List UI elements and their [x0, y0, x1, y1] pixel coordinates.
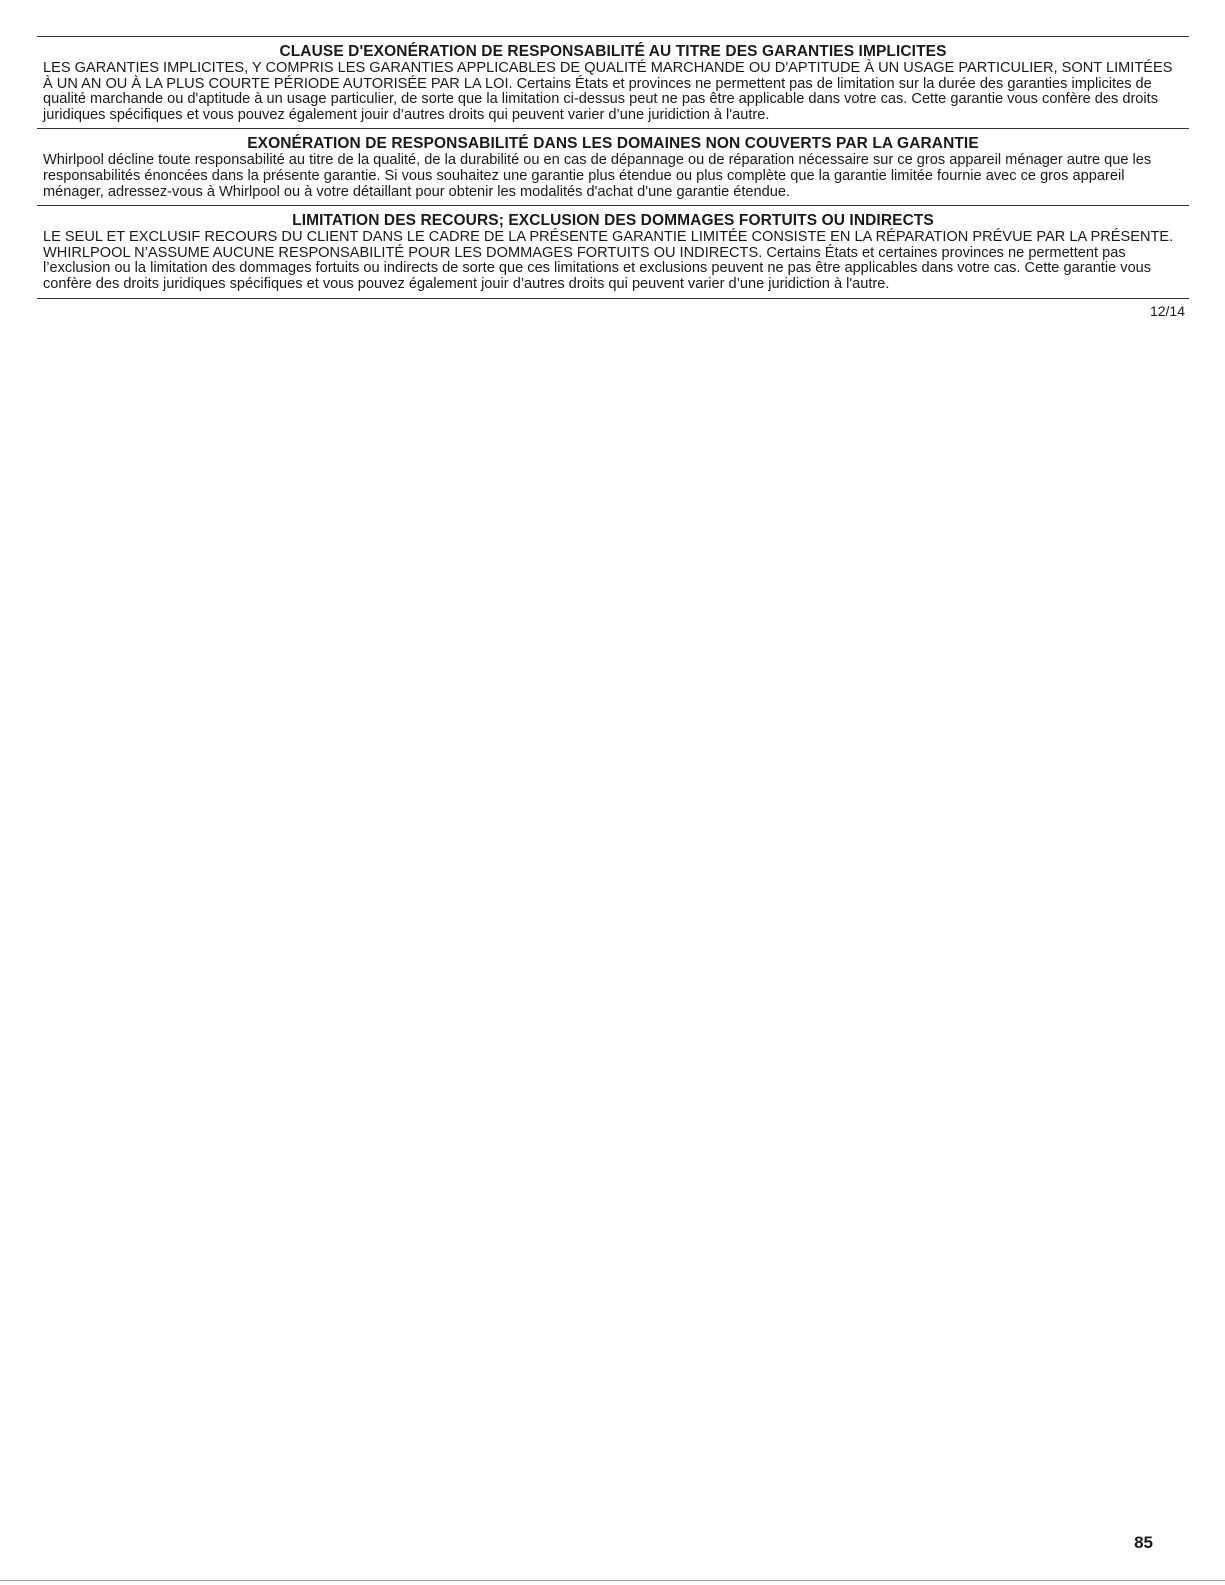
warranty-content — [37, 36, 1189, 319]
remedies-limitation-section — [37, 205, 1189, 297]
section-body: LE SEUL ET EXCLUSIF RECOURS DU CLIENT DANS LE CADRE DE LA PRÉSENTE GARANTIE LIMITÉE CONSISTE EN LA RÉPARATION PRÉVUE PAR LA PRÉSENTE. WHIRLPOOL N’ASSUME AUCUNE RESPONSABILITÉ POUR LES DOMMAGES FORTUITS OU INDIRECTS. Certains États et certaines provinces ne permettent pas l’exclusion ou la limitation des dommages fortuits ou indirects de sorte que ces limitations et exclusions peuvent ne pas être applicables dans votre cas. Cette garantie vous confère des droits juridiques spécifiques et vous pouvez également jouir d’autres droits qui peuvent varier d’une juridiction à l'autre. — [43, 229, 1174, 292]
section-title: EXONÉRATION DE RESPONSABILITÉ DANS LES DOMAINES NON COUVERTS PAR LA GARANTIE — [247, 135, 979, 153]
section-body: LES GARANTIES IMPLICITES, Y COMPRIS LES GARANTIES APPLICABLES DE QUALITÉ MARCHANDE OU D'APTITUDE À UN USAGE PARTICULIER, SONT LIMITÉES À UN AN OU À LA PLUS COURTE PÉRIODE AUTORISÉE PAR LA LOI. Certains États et provinces ne permettent pas de limitation sur la durée des garanties implicites de qualité marchande ou d'aptitude à un usage particulier, de sorte que la limitation ci-dessus peut ne pas être applicable dans votre cas. Cette garantie vous confère des droits juridiques spécifiques et vous pouvez également jouir d’autres droits qui peuvent varier d’une juridiction à l'autre. — [43, 60, 1173, 123]
section-title: LIMITATION DES RECOURS; EXCLUSION DES DOMMAGES FORTUITS OU INDIRECTS — [292, 212, 934, 230]
section-title: CLAUSE D'EXONÉRATION DE RESPONSABILITÉ AU TITRE DES GARANTIES IMPLICITES — [279, 43, 947, 60]
page-bottom-divider — [0, 1580, 1225, 1581]
page-number: 85 — [1134, 1533, 1153, 1552]
document-revision-code: 12/14 — [1149, 302, 1185, 319]
section-body: Whirlpool décline toute responsabilité au titre de la qualité, de la durabilité ou en cas de dépannage ou de réparation nécessaire sur ce gros appareil ménager autre que les responsabilités énoncées dans la présente garantie. Si vous souhaitez une garantie plus étendue ou plus complète que la garantie limitée fournie avec ce gros appareil ménager, adressez-vous à Whirlpool ou à votre détaillant pour obtenir les modalités d'achat d'une garantie étendue. — [43, 152, 1152, 200]
implied-warranty-disclaimer-section — [37, 36, 1189, 128]
uncovered-scope-disclaimer-section — [37, 128, 1189, 205]
